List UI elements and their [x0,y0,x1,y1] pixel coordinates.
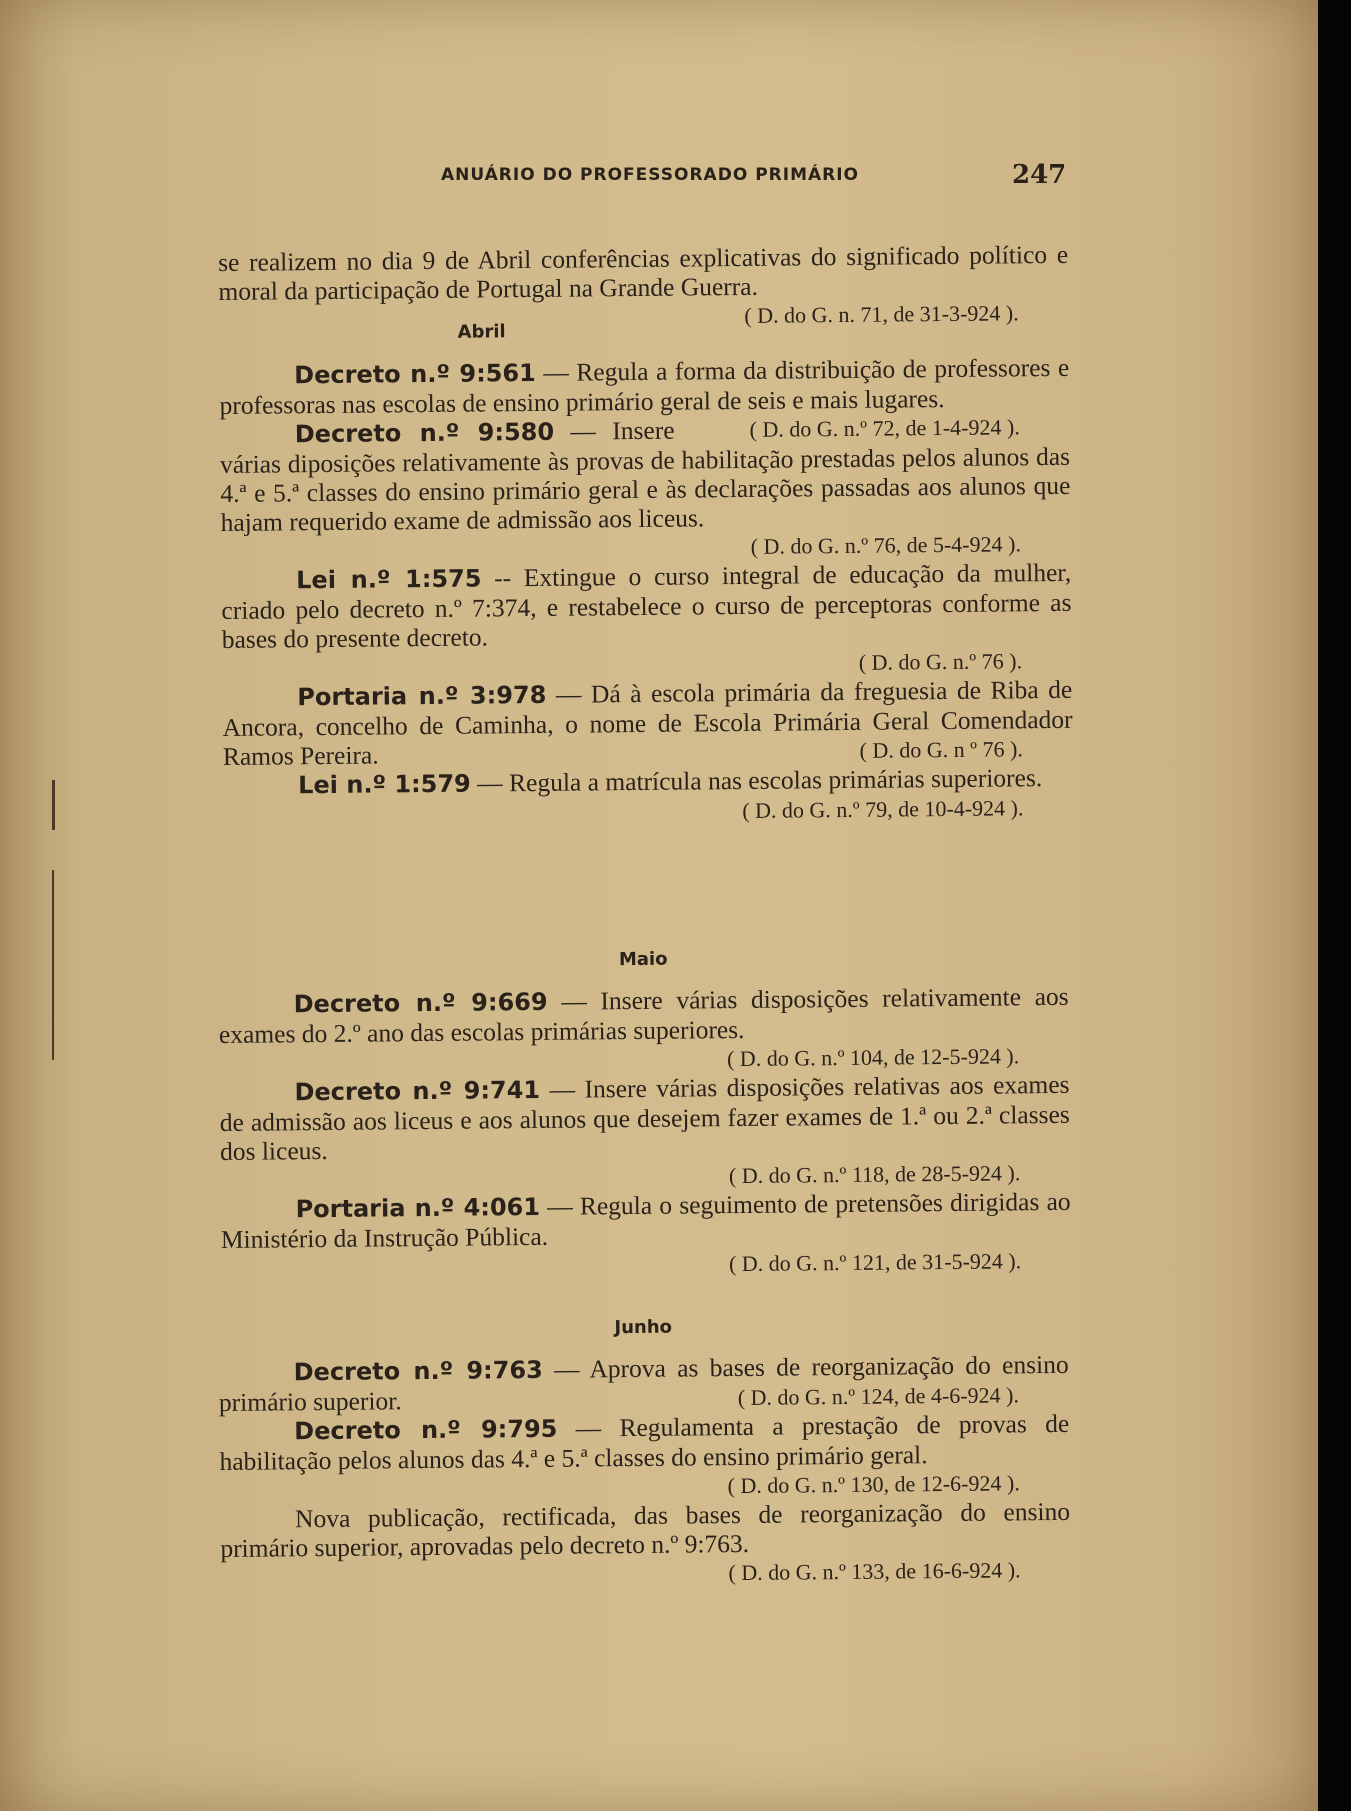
month-heading-abril: Abril [457,321,506,343]
month-heading-junho: Junho [614,1316,673,1339]
entry-text: — Regulamenta a prestação de provas de habilitação pelos alunos das 4.ª e 5.ª classes do ensino primário geral. [219,1408,1070,1476]
entry-junho-3 [220,1497,1071,1592]
intro-paragraph [218,239,1069,328]
entry-text: — Regula o seguimento de pretensões dirigidas ao Ministério da Instrução Pública. [220,1186,1071,1254]
entry-ref: ( D. do G. n.º 124, de 4-6-924 ). [737,1382,1020,1411]
entry-text: — Regula a matrícula nas escolas primárias superiores. [470,763,1043,798]
entry-junho-2 [219,1409,1070,1505]
entry-abril-4 [222,675,1073,771]
entry-ref: ( D. do G. n.º 121, de 31-5-924 ). [728,1248,1022,1277]
law-id: Portaria n.º 4:061 [295,1192,541,1224]
entry-text: — Aprova as bases de reorganização do ensino primário superior. [218,1349,1069,1417]
entry-ref: ( D. do G. n.º 130, de 12-6-924 ). [727,1470,1020,1499]
entry-text: -- Extingue o curso integral de educação da mulher, criado pelo decreto n.º 7:374, e restabelece o curso de perceptoras conforme as bases do presente decreto. [221,557,1072,654]
entry-ref: ( D. do G. n.º 79, de 10-4-924 ). [742,795,1024,823]
entry-ref: ( D. do G. n.º 104, de 12-5-924 ). [726,1043,1020,1072]
scan-border [1318,0,1351,1811]
entry-text: — Dá à escola primária da freguesia de Riba de Ancora, concelho de Caminha, o nome de Escola Primária Geral Comendador Ramos Pereira. [222,674,1073,771]
entry-text: Nova publicação, rectificada, das bases de reorganização do ensino primário superior, aprovadas pelo decreto n.º 9:763. [220,1496,1071,1563]
entry-maio-3 [220,1187,1071,1283]
law-id: Lei n.º 1:579 [298,769,471,800]
entry-ref: ( D. do G. n.º 72, de 1-4-924 ). [749,414,1020,442]
entry-maio-1 [219,982,1070,1078]
section-junho [218,1295,1071,1592]
law-id: Decreto n.º 9:795 [294,1414,558,1446]
entry-text: — Insere várias disposições relativamente aos exames do 2.º ano das escolas primárias superiores. [218,981,1069,1049]
margin-mark [52,780,55,830]
margin-mark [52,870,54,1060]
section-intro-abril [218,240,1074,830]
entry-ref: ( D. do G. n º 76 ). [859,736,1023,763]
law-id: Decreto n.º 9:669 [293,987,548,1019]
law-id: Decreto n.º 9:561 [294,358,536,390]
law-id: Lei n.º 1:575 [296,564,482,595]
intro-ref: ( D. do G. n. 71, de 31-3-924 ). [744,300,1019,328]
section-maio [218,927,1071,1283]
law-id: Portaria n.º 3:978 [297,680,547,712]
running-header: ANUÁRIO DO PROFESSORADO PRIMÁRIO [440,165,860,185]
month-heading-maio: Maio [618,948,668,971]
entry-ref: ( D. do G. n.º 76 ). [858,648,1023,675]
entry-text: — Insere várias disposições relativas aos exames de admissão aos liceus e aos alunos que desejem fazer exames de 1.ª ou 2.ª classes dos liceus. [219,1069,1070,1166]
entry-ref: ( D. do G. n.º 76, de 5-4-924 ). [750,531,1021,559]
law-id: Decreto n.º 9:763 [293,1355,543,1387]
entry-junho-1 [219,1350,1070,1417]
entry-maio-2 [219,1070,1070,1195]
law-id: Decreto n.º 9:741 [294,1075,541,1107]
entry-text: — Insere várias diposições relativamente às provas de habilitação prestadas pelos alunos das 4.ª e 5.ª classes do ensino primário geral e às declarações passadas aos alunos que hajam requerido exame de admissão aos liceus. [219,415,1071,537]
entry-ref: ( D. do G. n.º 133, de 16-6-924 ). [728,1557,1021,1586]
entry-abril-3 [221,558,1072,683]
entry-text: — Regula a forma da distribuição de professores e professoras nas escolas de ensino primário geral de seis e mais lugares. [219,352,1070,420]
law-id: Decreto n.º 9:580 [294,417,555,449]
entry-ref: ( D. do G. n.º 118, de 28-5-924 ). [728,1160,1021,1189]
page-number: 247 [1012,160,1067,190]
intro-text: se realizem no dia 9 de Abril conferências explicativas do significado político e moral da participação de Portugal na Grande Guerra. [218,239,1069,306]
